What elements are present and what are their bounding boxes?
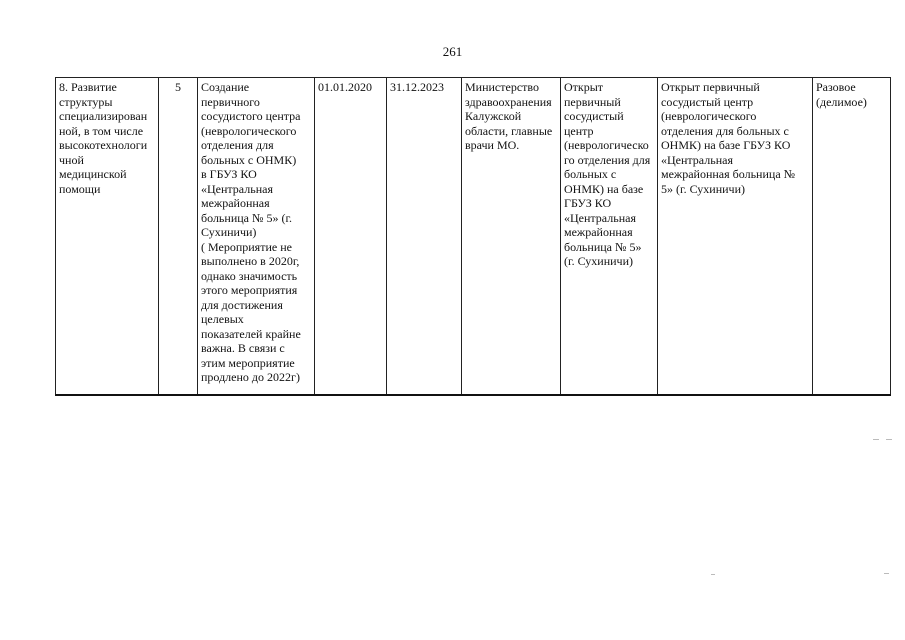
index-text: 5	[175, 80, 181, 94]
indicator-cell	[658, 78, 813, 396]
end-date-cell	[387, 78, 462, 396]
section-cell	[56, 78, 159, 396]
type-cell	[813, 78, 891, 396]
responsible-text: Министерство здравоохранения Калужской области, главные врачи МО.	[465, 80, 553, 152]
activity-text: Создание первичного сосудистого центра (неврологического отделения для больных с ОНМК) в ГБУЗ КО «Центральная межрайонная больница № 5» (г. Сухиничи) ( Мероприятие не выполнено в 2020г, однако значимость этого мероприятия для достижения целевых показателей крайне важна. В связи с этим мероприятие продлено до 2022г)	[201, 80, 301, 384]
scan-speck	[873, 439, 879, 440]
section-text: 8. Развитие структуры специализирован ной, в том числе высокотехнологи чной медицинской помощи	[59, 80, 148, 196]
scan-speck	[886, 439, 892, 440]
responsible-cell	[462, 78, 561, 396]
result-text: Открыт первичный сосудистый центр (неврологическо го отделения для больных с ОНМК) на базе ГБУЗ КО «Центральная межрайонная больница № 5» (г. Сухиничи)	[564, 80, 651, 268]
activity-cell	[198, 78, 315, 396]
plan-table	[55, 77, 891, 396]
page-number: 261	[442, 44, 463, 59]
table-row	[56, 78, 891, 396]
type-text: Разовое (делимое)	[816, 80, 867, 109]
index-cell	[159, 78, 198, 396]
indicator-text: Открыт первичный сосудистый центр (неврологического отделения для больных с ОНМК) на базе ГБУЗ КО «Центральная межрайонная больница № 5» (г. Сухиничи)	[661, 80, 796, 196]
scan-speck	[711, 574, 715, 575]
start-date-cell	[315, 78, 387, 396]
end-date-text: 31.12.2023	[390, 80, 444, 94]
scan-speck	[884, 573, 889, 574]
start-date-text: 01.01.2020	[318, 80, 372, 94]
result-cell	[561, 78, 658, 396]
